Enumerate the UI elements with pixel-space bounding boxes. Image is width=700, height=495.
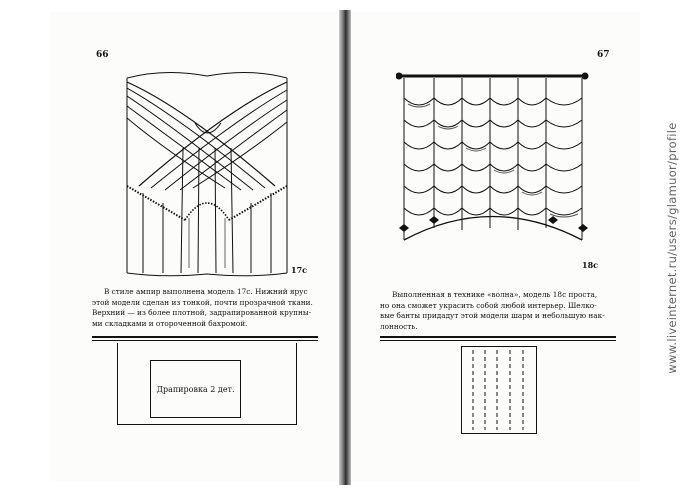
right-paragraph-line: Выполненная в технике «волна», модель 18с проста, [392,290,598,299]
left-paragraph-line: В стиле ампир выполнена модель 17с. Нижний ярус [104,287,308,296]
right-figure-label: 18с [582,260,599,270]
right-paragraph-line: вые банты придадут этой модели шарм и небольшую нак- [380,311,605,320]
drapery-pattern-box [150,360,241,418]
watermark-text: www.liveinternet.ru/users/glamuor/profile [665,121,679,374]
left-page-number: 66 [96,50,109,60]
left-paragraph [92,287,332,329]
watermark [652,5,692,490]
left-divider-thick [92,336,318,338]
curtain-illustration-17c [125,68,290,280]
right-page-number: 67 [597,50,610,60]
right-paragraph-line: лонность. [380,321,418,331]
drapery-pattern-label: Драпировка 2 дет. [156,385,235,394]
right-divider-thin [380,340,616,341]
left-paragraph-line: этой модели сделан из тонкой, почти прозрачной ткани. [92,297,313,307]
wave-pattern-diagram [461,346,537,434]
right-paragraph-line: но она сможет украсить собой любой интерьер. Шелко- [380,300,597,310]
left-paragraph-line: ми складками и отороченной бахромой. [92,318,248,328]
curtain-illustration-18c [396,68,592,258]
book-spine [339,10,351,485]
right-divider-thick [380,336,616,338]
left-figure-label: 17с [291,265,308,275]
left-divider-thin [92,340,318,341]
left-paragraph-line: Верхний — из более плотной, задрапированной крупны- [92,308,312,317]
right-paragraph [380,290,630,332]
